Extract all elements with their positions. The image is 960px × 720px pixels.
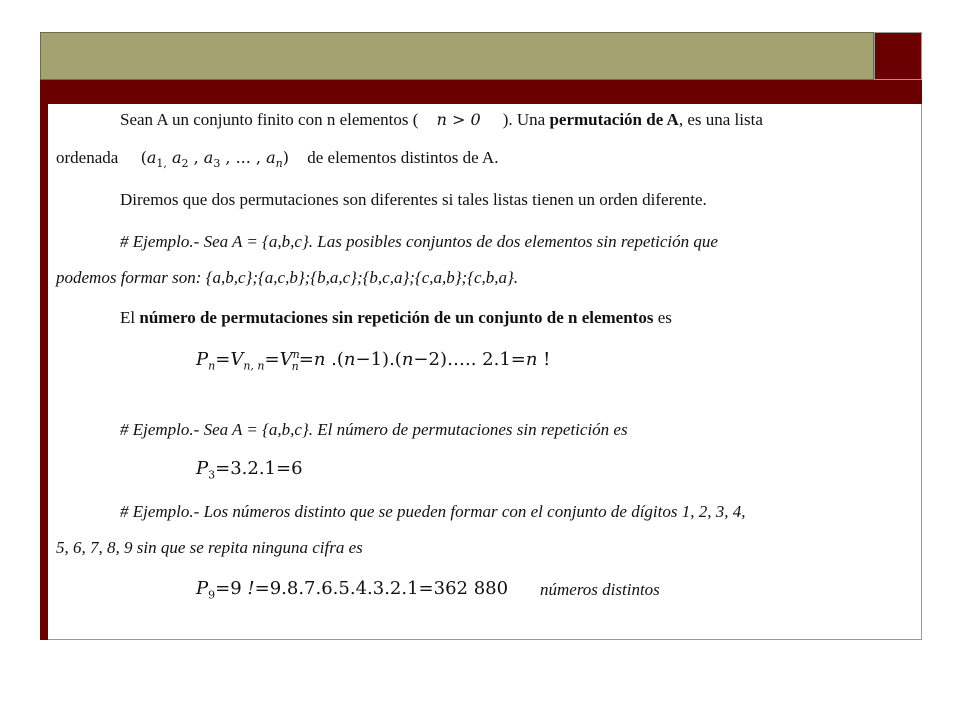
example1-line1: # Ejemplo.- Sea A = {a,b,c}. Las posibles conjuntos de dos elementos sin repetición que	[120, 232, 718, 251]
example1-line2: podemos formar son: {a,b,c};{a,c,b};{b,a,c};{b,c,a};{c,a,b};{c,b,a}.	[56, 268, 519, 287]
accent-left-bar	[40, 80, 48, 640]
formula-p9: $P_9=9$ !=9.8.7.6.5.4.3.2.1=362 880	[196, 578, 509, 602]
math-condition: n > 0	[436, 110, 481, 129]
paragraph-definition-line1	[120, 110, 763, 130]
text: , es una lista	[678, 110, 763, 129]
text: Sean A un conjunto finito con n elementos (	[120, 110, 419, 129]
corner-square	[874, 32, 922, 80]
text: ordenada	[56, 148, 119, 167]
formula-p9-note: números distintos	[540, 580, 660, 599]
text: de elementos distintos de A.	[307, 148, 499, 167]
paragraph-order: Diremos que dos permutaciones son diferentes si tales listas tienen un orden diferente.	[120, 190, 707, 209]
accent-bar	[40, 80, 922, 104]
title-bar	[40, 32, 874, 80]
example3-line1: # Ejemplo.- Los números distinto que se pueden formar con el conjunto de dígitos 1, 2, 3, 4,	[120, 502, 746, 521]
term-permutation: permutación de A	[549, 110, 679, 129]
example2: # Ejemplo.- Sea A = {a,b,c}. El número de permutaciones sin repetición es	[120, 420, 628, 439]
term-count: número de permutaciones sin repetición de un conjunto de n elementos	[139, 308, 654, 327]
text: es	[657, 308, 672, 327]
formula-p3: $P_3=3.2.1=6$	[196, 458, 303, 482]
paragraph-definition-line2	[56, 148, 498, 170]
example3-line2: 5, 6, 7, 8, 9 sin que se repita ninguna cifra es	[56, 538, 363, 557]
text: El	[120, 308, 136, 327]
formula-permutations: $P_n=V_{n, n}=V^n_n=n$ .(n−1).(n−2)….. 2.1=n !	[196, 348, 551, 373]
text: ). Una	[502, 110, 546, 129]
paragraph-count	[120, 308, 672, 328]
slide-content	[48, 104, 921, 639]
math-list: ($a_{1,}$ $a_2$ , $a_3$ , ... , $a_n$)	[140, 148, 289, 171]
